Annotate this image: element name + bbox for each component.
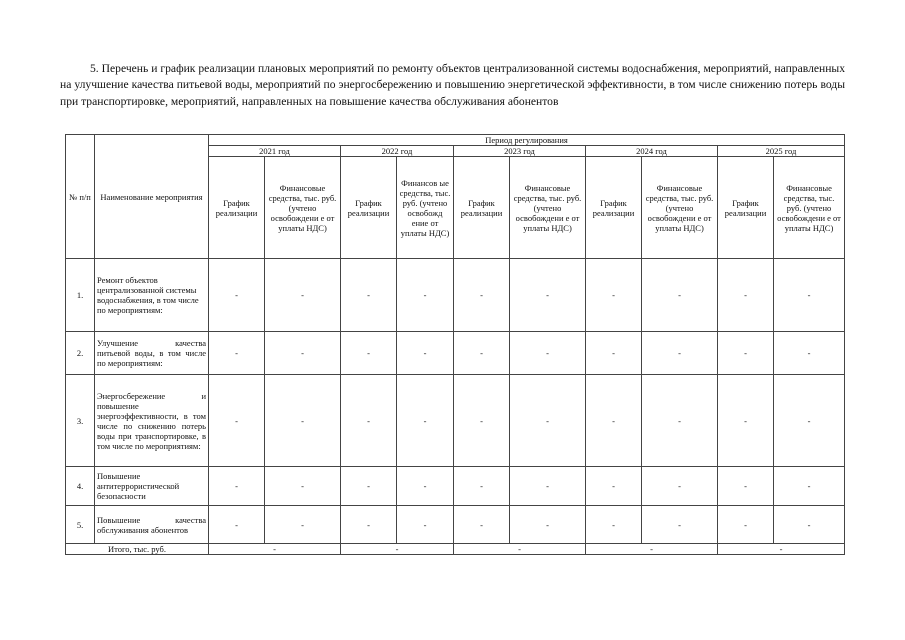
- cell: -: [341, 259, 397, 332]
- cell: -: [774, 259, 845, 332]
- total-value: -: [586, 544, 718, 555]
- cell: -: [510, 375, 586, 467]
- cell: -: [265, 467, 341, 506]
- cell: -: [454, 467, 510, 506]
- schedule-header: График реализации: [454, 157, 510, 259]
- total-value: -: [718, 544, 845, 555]
- year-header: 2025 год: [718, 146, 845, 157]
- finance-header: Финансовые средства, тыс. руб. (учтено освобождени е от уплаты НДС): [265, 157, 341, 259]
- section-heading: 5. Перечень и график реализации плановых мероприятий по ремонту объектов централизованной системы водоснабжения, мероприятий, направленных на улучшение качества питьевой воды, мероприятий по энергосбережению и повышению энергетической эффективности, в том числе снижению потерь воды при транспортировке, мероприятий, направленных на повышение качества обслуживания абонентов: [60, 62, 845, 108]
- cell: -: [642, 259, 718, 332]
- cell: -: [454, 375, 510, 467]
- cell: -: [718, 506, 774, 544]
- cell: -: [774, 506, 845, 544]
- cell: -: [718, 259, 774, 332]
- year-header: 2024 год: [586, 146, 718, 157]
- cell: -: [642, 375, 718, 467]
- cell: -: [341, 332, 397, 375]
- row-num: 4.: [66, 467, 95, 506]
- finance-header: Финансовые средства, тыс. руб. (учтено освобождени е от уплаты НДС): [510, 157, 586, 259]
- cell: -: [341, 467, 397, 506]
- cell: -: [510, 506, 586, 544]
- cell: -: [397, 506, 454, 544]
- cell: -: [774, 332, 845, 375]
- cell: -: [586, 467, 642, 506]
- cell: -: [454, 506, 510, 544]
- table-row: [66, 506, 845, 544]
- cell: -: [510, 467, 586, 506]
- cell: -: [397, 259, 454, 332]
- cell: -: [642, 467, 718, 506]
- cell: -: [265, 259, 341, 332]
- cell: -: [510, 259, 586, 332]
- total-value: -: [454, 544, 586, 555]
- row-num: 3.: [66, 375, 95, 467]
- schedule-header: График реализации: [341, 157, 397, 259]
- cell: -: [774, 467, 845, 506]
- cell: -: [586, 259, 642, 332]
- schedule-header: График реализации: [718, 157, 774, 259]
- total-row: [66, 544, 845, 555]
- cell: -: [209, 259, 265, 332]
- cell: -: [397, 467, 454, 506]
- plan-table: [65, 134, 845, 555]
- cell: -: [209, 375, 265, 467]
- row-num: 1.: [66, 259, 95, 332]
- row-num: 2.: [66, 332, 95, 375]
- row-name: Ремонт объектов централизованной системы водоснабжения, в том числе по мероприятиям:: [95, 259, 209, 332]
- finance-header: Финансов ые средства, тыс. руб. (учтено освобожд ение от уплаты НДС): [397, 157, 454, 259]
- row-num: 5.: [66, 506, 95, 544]
- table-row: [66, 259, 845, 332]
- total-label: Итого, тыс. руб.: [66, 544, 209, 555]
- year-header: 2021 год: [209, 146, 341, 157]
- cell: -: [718, 375, 774, 467]
- cell: -: [209, 332, 265, 375]
- cell: -: [265, 375, 341, 467]
- cell: -: [642, 506, 718, 544]
- year-header: 2023 год: [454, 146, 586, 157]
- table-row: [66, 467, 845, 506]
- cell: -: [586, 375, 642, 467]
- total-value: -: [209, 544, 341, 555]
- cell: -: [341, 506, 397, 544]
- cell: -: [454, 259, 510, 332]
- cell: -: [341, 375, 397, 467]
- finance-header: Финансовые средства, тыс. руб. (учтено освобождени е от уплаты НДС): [642, 157, 718, 259]
- schedule-header: График реализации: [209, 157, 265, 259]
- period-header: Период регулирования: [209, 135, 845, 146]
- schedule-header: График реализации: [586, 157, 642, 259]
- col-name-header: Наименование мероприятия: [95, 135, 209, 259]
- row-name: Энергосбережение и повышение энергоэффективности, в том числе по снижению потерь воды при транспортировке, в том числе по мероприятиям:: [95, 375, 209, 467]
- col-num-header: № п/п: [66, 135, 95, 259]
- table-row: [66, 332, 845, 375]
- cell: -: [774, 375, 845, 467]
- cell: -: [209, 467, 265, 506]
- table-row: [66, 375, 845, 467]
- cell: -: [586, 506, 642, 544]
- cell: -: [718, 467, 774, 506]
- year-header: 2022 год: [341, 146, 454, 157]
- cell: -: [718, 332, 774, 375]
- finance-header: Финансовые средства, тыс. руб. (учтено освобождени е от уплаты НДС): [774, 157, 845, 259]
- cell: -: [454, 332, 510, 375]
- row-name: Повышение антитеррористической безопасности: [95, 467, 209, 506]
- cell: -: [397, 332, 454, 375]
- cell: -: [510, 332, 586, 375]
- cell: -: [586, 332, 642, 375]
- row-name: Повышение качества обслуживания абонентов: [95, 506, 209, 544]
- row-name: Улучшение качества питьевой воды, в том числе по мероприятиям:: [95, 332, 209, 375]
- cell: -: [642, 332, 718, 375]
- cell: -: [397, 375, 454, 467]
- cell: -: [265, 332, 341, 375]
- cell: -: [265, 506, 341, 544]
- total-value: -: [341, 544, 454, 555]
- cell: -: [209, 506, 265, 544]
